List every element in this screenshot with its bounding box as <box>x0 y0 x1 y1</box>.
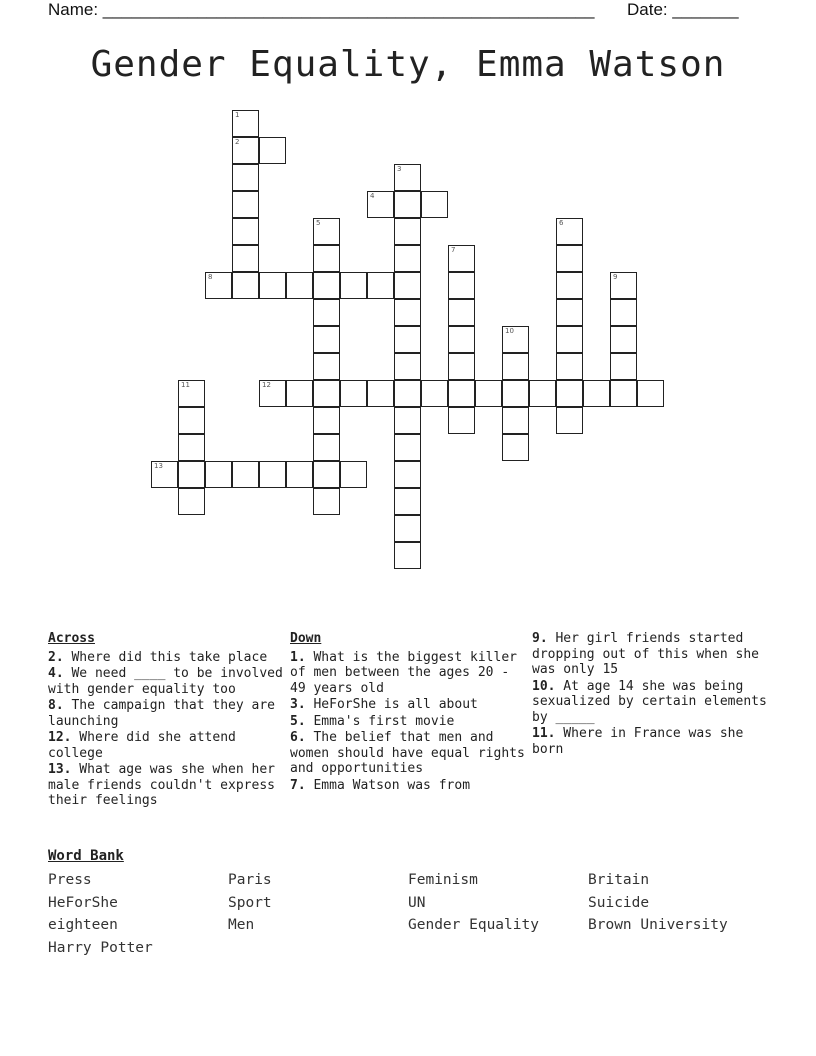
grid-cell[interactable] <box>502 380 529 407</box>
word-bank-item: UN <box>408 894 426 911</box>
clue-text: Emma Watson was from <box>305 777 471 793</box>
grid-cell[interactable] <box>313 488 340 515</box>
clue-number-label: 3. <box>290 697 306 712</box>
clue-number: 10 <box>505 327 514 335</box>
clue-number: 2 <box>235 138 240 146</box>
grid-cell[interactable] <box>340 272 367 299</box>
grid-cell[interactable] <box>448 299 475 326</box>
grid-cell[interactable] <box>205 272 232 299</box>
clue-number: 7 <box>451 246 456 254</box>
grid-cell[interactable] <box>313 380 340 407</box>
grid-cell[interactable] <box>556 299 583 326</box>
clue-number: 11 <box>181 381 190 389</box>
grid-cell[interactable] <box>394 461 421 488</box>
grid-cell[interactable] <box>394 191 421 218</box>
grid-cell[interactable] <box>313 434 340 461</box>
across-clues <box>48 631 283 810</box>
grid-cell[interactable] <box>394 245 421 272</box>
grid-cell[interactable] <box>529 380 556 407</box>
grid-cell[interactable] <box>286 461 313 488</box>
word-bank-item: Sport <box>228 894 272 911</box>
grid-cell[interactable] <box>394 218 421 245</box>
clue-text: The belief that men and women should have equal rights and opportunities <box>290 730 525 776</box>
grid-cell[interactable] <box>178 380 205 407</box>
grid-cell[interactable] <box>178 407 205 434</box>
grid-cell[interactable] <box>313 461 340 488</box>
clue-number: 9 <box>613 273 618 281</box>
clue-number-label: 5. <box>290 713 306 729</box>
clue-number: 3 <box>397 165 402 173</box>
word-bank-item: Men <box>228 917 255 934</box>
grid-cell[interactable] <box>448 353 475 380</box>
word-bank-item: Britain <box>588 872 650 888</box>
name-field-label: Name: ____________________________________________________ <box>48 0 595 19</box>
grid-cell[interactable] <box>178 434 205 461</box>
clue-item <box>290 697 525 713</box>
clue-item <box>48 730 283 761</box>
grid-cell[interactable] <box>394 326 421 353</box>
word-bank <box>48 869 778 959</box>
clue-number-label: 4. <box>48 666 64 681</box>
grid-cell[interactable] <box>610 326 637 353</box>
grid-cell[interactable] <box>232 245 259 272</box>
grid-cell[interactable] <box>502 326 529 353</box>
clue-item <box>290 650 525 697</box>
clue-number-label: 9. <box>532 631 548 646</box>
grid-cell[interactable] <box>394 380 421 407</box>
clue-text: What age was she when her male friends couldn't express their feelings <box>48 762 275 808</box>
grid-cell[interactable] <box>232 110 259 137</box>
clue-number-label: 8. <box>48 698 64 713</box>
grid-cell[interactable] <box>394 353 421 380</box>
grid-cell[interactable] <box>448 380 475 407</box>
grid-cell[interactable] <box>394 299 421 326</box>
grid-cell[interactable] <box>556 272 583 299</box>
grid-cell[interactable] <box>421 191 448 218</box>
clue-text: HeForShe is all about <box>305 697 478 712</box>
word-bank-item: HeForShe <box>48 894 118 911</box>
grid-cell[interactable] <box>178 488 205 515</box>
grid-cell[interactable] <box>340 380 367 407</box>
down-clues-continued <box>532 631 772 758</box>
grid-cell[interactable] <box>313 272 340 299</box>
clue-text: What is the biggest killer of men between the ages 20 - 49 years old <box>290 649 517 696</box>
grid-cell[interactable] <box>259 137 286 164</box>
grid-cell[interactable] <box>394 164 421 191</box>
grid-cell[interactable] <box>556 326 583 353</box>
word-bank-item: Gender Equality <box>408 917 539 934</box>
clue-item <box>532 726 772 757</box>
clue-text: At age 14 she was being sexualized by certain elements by _____ <box>532 678 767 725</box>
clue-text: We need ____ to be involved with gender equality too <box>48 666 283 697</box>
grid-cell[interactable] <box>610 353 637 380</box>
across-heading: Across <box>48 631 95 646</box>
grid-cell[interactable] <box>178 461 205 488</box>
clue-text: Her girl friends started dropping out of this when she was only 15 <box>532 631 759 677</box>
grid-cell[interactable] <box>286 272 313 299</box>
grid-cell[interactable] <box>232 137 259 164</box>
word-bank-heading: Word Bank <box>48 848 124 864</box>
grid-cell[interactable] <box>232 218 259 245</box>
grid-cell[interactable] <box>637 380 664 407</box>
word-bank-item: Suicide <box>588 894 650 911</box>
grid-cell[interactable] <box>313 326 340 353</box>
down-clues <box>290 631 525 794</box>
grid-cell[interactable] <box>448 245 475 272</box>
grid-cell[interactable] <box>394 434 421 461</box>
grid-cell[interactable] <box>286 380 313 407</box>
clue-number-label: 11. <box>532 726 556 741</box>
grid-cell[interactable] <box>394 542 421 569</box>
grid-cell[interactable] <box>367 191 394 218</box>
word-bank-item: Feminism <box>408 872 478 888</box>
grid-cell[interactable] <box>475 380 502 407</box>
grid-cell[interactable] <box>259 461 286 488</box>
word-bank-item: Paris <box>228 872 272 888</box>
grid-cell[interactable] <box>313 218 340 245</box>
grid-cell[interactable] <box>556 380 583 407</box>
grid-cell[interactable] <box>313 299 340 326</box>
clue-item <box>290 714 525 730</box>
clue-item <box>290 778 525 794</box>
clue-number-label: 12. <box>48 730 72 745</box>
grid-cell[interactable] <box>232 461 259 488</box>
clue-item <box>48 650 283 666</box>
clue-number-label: 10. <box>532 678 556 694</box>
grid-cell[interactable] <box>313 407 340 434</box>
grid-cell[interactable] <box>610 380 637 407</box>
grid-cell[interactable] <box>232 272 259 299</box>
clue-number-label: 13. <box>48 762 72 777</box>
down-clue-list <box>290 650 525 794</box>
grid-cell[interactable] <box>421 380 448 407</box>
clue-item <box>290 730 525 777</box>
word-bank-item: Press <box>48 872 92 888</box>
grid-cell[interactable] <box>610 272 637 299</box>
grid-cell[interactable] <box>151 461 178 488</box>
clue-text: The campaign that they are launching <box>48 698 275 729</box>
date-field-label: Date: _______ <box>627 0 739 19</box>
clue-number: 5 <box>316 219 321 227</box>
word-bank-item: Brown University <box>588 917 728 934</box>
grid-cell[interactable] <box>313 353 340 380</box>
clue-text: Where did she attend college <box>48 730 236 761</box>
clue-item <box>48 666 283 697</box>
grid-cell[interactable] <box>448 272 475 299</box>
clue-item <box>48 762 283 809</box>
grid-cell[interactable] <box>502 434 529 461</box>
grid-cell[interactable] <box>232 164 259 191</box>
grid-cell[interactable] <box>394 407 421 434</box>
grid-cell[interactable] <box>205 461 232 488</box>
page-title: Gender Equality, Emma Watson <box>90 44 726 85</box>
grid-cell[interactable] <box>556 353 583 380</box>
across-clue-list <box>48 650 283 809</box>
down-heading: Down <box>290 631 322 646</box>
grid-cell[interactable] <box>259 272 286 299</box>
grid-cell[interactable] <box>610 299 637 326</box>
clue-number: 12 <box>262 381 271 389</box>
grid-cell[interactable] <box>394 272 421 299</box>
clue-item <box>48 698 283 729</box>
clue-text: Emma's first movie <box>305 713 455 729</box>
word-bank-item: Harry Potter <box>48 939 153 956</box>
clue-item <box>532 679 772 726</box>
clue-number-label: 6. <box>290 730 306 745</box>
clue-number: 13 <box>154 462 163 470</box>
clue-number-label: 2. <box>48 649 64 665</box>
grid-cell[interactable] <box>367 380 394 407</box>
grid-cell[interactable] <box>556 407 583 434</box>
clue-number: 4 <box>370 192 375 200</box>
grid-cell[interactable] <box>394 488 421 515</box>
grid-cell[interactable] <box>502 353 529 380</box>
clue-number: 8 <box>208 273 213 281</box>
grid-cell[interactable] <box>313 245 340 272</box>
grid-cell[interactable] <box>583 380 610 407</box>
clue-number: 1 <box>235 111 240 119</box>
clue-text: Where in France was she born <box>532 726 744 757</box>
grid-cell[interactable] <box>394 515 421 542</box>
down-clue-list-continued <box>532 631 772 757</box>
grid-cell[interactable] <box>556 245 583 272</box>
grid-cell[interactable] <box>259 380 286 407</box>
word-bank-item: eighteen <box>48 917 118 934</box>
grid-cell[interactable] <box>340 461 367 488</box>
clue-number-label: 1. <box>290 649 306 665</box>
clue-number-label: 7. <box>290 777 306 793</box>
clue-text: Where did this take place <box>63 649 268 665</box>
clue-number: 6 <box>559 219 564 227</box>
grid-cell[interactable] <box>556 218 583 245</box>
grid-cell[interactable] <box>502 407 529 434</box>
grid-cell[interactable] <box>448 407 475 434</box>
grid-cell[interactable] <box>367 272 394 299</box>
clue-item <box>532 631 772 678</box>
grid-cell[interactable] <box>448 326 475 353</box>
grid-cell[interactable] <box>232 191 259 218</box>
